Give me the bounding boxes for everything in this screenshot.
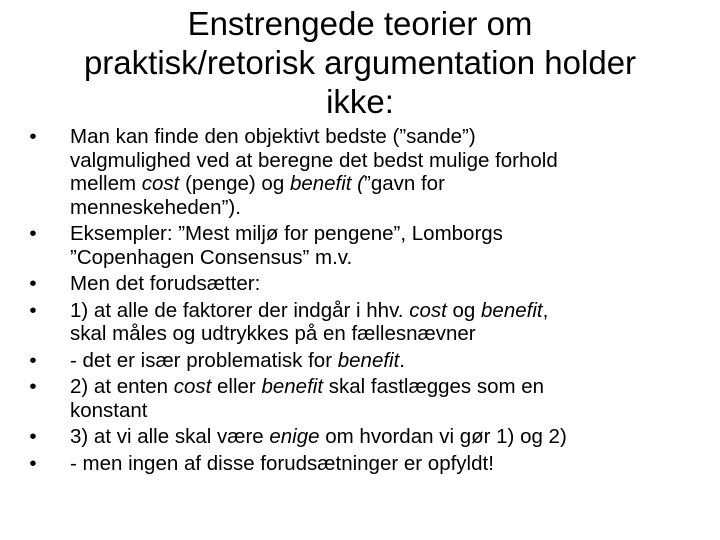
bullet-item (24, 125, 704, 219)
bullet-dot-icon: • (29, 272, 37, 295)
bullet-text: konstant (70, 398, 148, 422)
bullet-text-line (70, 125, 704, 149)
bullet-item (24, 222, 704, 269)
slide-title (40, 4, 680, 121)
bullet-dot-icon: • (29, 375, 37, 398)
bullet-text-line (70, 149, 704, 173)
bullet-text-italic: cost (173, 375, 212, 398)
bullet-text: . (399, 348, 405, 372)
bullet-text-line (70, 349, 704, 373)
bullet-text: - det er især problematisk for (70, 348, 338, 372)
bullet-text-line (70, 272, 704, 296)
slide-title-line-1: Enstrengede teorier om (187, 5, 533, 42)
bullet-text: om hvordan vi gør 1) og 2) (319, 425, 567, 448)
bullet-text: eller (211, 375, 262, 398)
bullet-text-line (70, 425, 704, 449)
bullet-text: menneskeheden”). (70, 195, 241, 219)
bullet-text-line (70, 322, 704, 346)
bullet-text: Eksempler: ”Mest miljø for pengene”, Lomborgs (70, 222, 503, 245)
bullet-text-line (70, 222, 704, 246)
bullet-item (24, 452, 704, 476)
bullet-text-italic: benefit (337, 348, 400, 372)
bullet-text-italic: cost (141, 172, 180, 195)
bullet-list (24, 125, 704, 478)
bullet-text: skal måles og udtrykkes på en fællesnævner (70, 322, 476, 345)
slide-title-line-3: ikke: (326, 83, 394, 120)
bullet-item (24, 375, 704, 422)
bullet-text: - men ingen af disse forudsætninger er opfyldt! (70, 451, 494, 475)
bullet-dot-icon: • (29, 222, 37, 245)
bullet-dot-icon: • (29, 451, 37, 475)
bullet-text-italic: benefit ( (289, 172, 365, 195)
bullet-text: Man kan finde den objektivt bedste (”sande”) (70, 125, 476, 148)
slide-title-line-2: praktisk/retorisk argumentation holder (83, 44, 637, 81)
bullet-text: Men det forudsætter: (70, 272, 261, 295)
bullet-text: 1) at alle de faktorer der indgår i hhv. (70, 298, 410, 322)
bullet-text-italic: benefit (261, 375, 324, 398)
bullet-item (24, 425, 704, 449)
bullet-text-line (70, 399, 704, 423)
bullet-text: ”gavn for (364, 172, 445, 195)
bullet-text-line (70, 196, 704, 220)
bullet-text: 2) at enten (70, 375, 174, 398)
bullet-text-italic: cost (409, 298, 447, 322)
bullet-text-line (70, 246, 704, 270)
bullet-text-line (70, 172, 704, 196)
bullet-item (24, 299, 704, 346)
bullet-text-line (70, 452, 704, 476)
bullet-dot-icon: • (29, 348, 37, 372)
bullet-text: (penge) og (179, 172, 290, 195)
bullet-text: skal fastlægges som en (323, 375, 545, 398)
bullet-text-italic: enige (269, 425, 320, 448)
bullet-text: 3) at vi alle skal være (70, 425, 270, 448)
bullet-text: valgmulighed ved at beregne det bedst mulige forhold (70, 148, 558, 172)
bullet-item (24, 272, 704, 296)
bullet-item (24, 349, 704, 373)
bullet-text-line (70, 375, 704, 399)
bullet-dot-icon: • (29, 298, 37, 322)
bullet-text: mellem (70, 172, 142, 195)
bullet-text-line (70, 299, 704, 323)
bullet-dot-icon: • (29, 125, 37, 148)
bullet-dot-icon: • (29, 425, 37, 448)
bullet-text-italic: benefit (481, 298, 543, 322)
bullet-text: , (542, 298, 549, 322)
bullet-text: ”Copenhagen Consensus” m.v. (70, 245, 353, 269)
bullet-text: og (446, 298, 482, 322)
